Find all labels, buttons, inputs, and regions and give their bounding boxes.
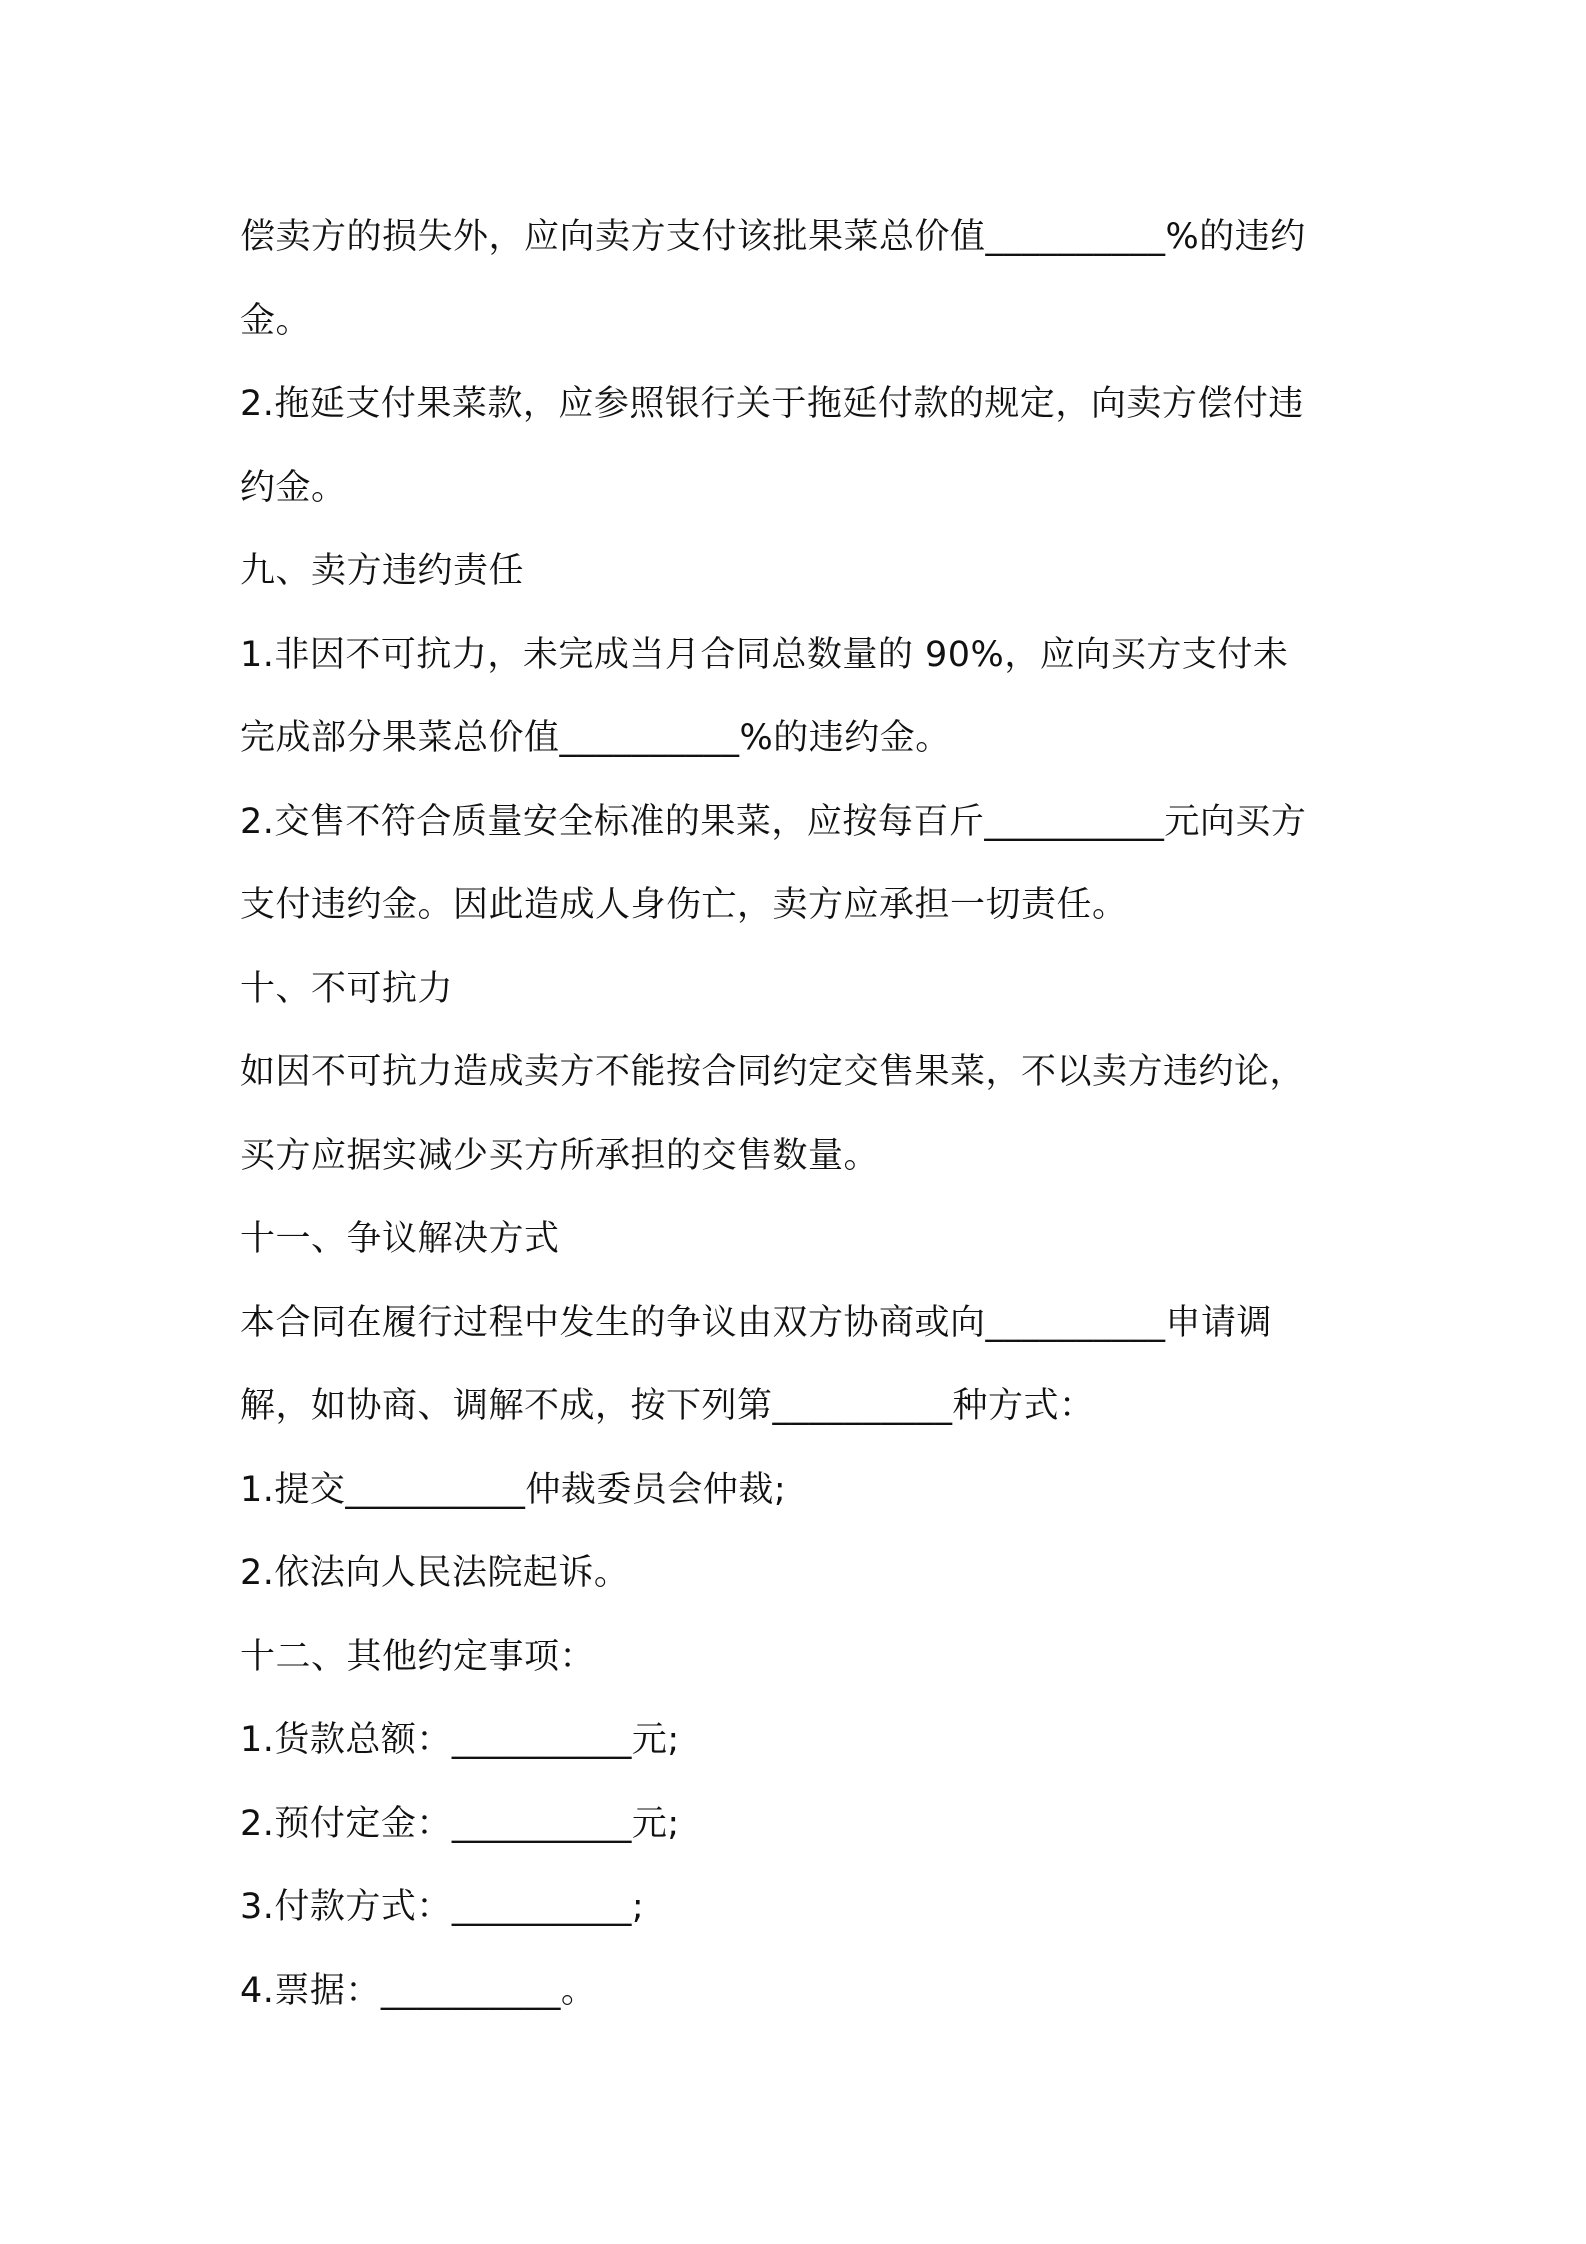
text-line: 2.依法向人民法院起诉。 xyxy=(240,1553,630,1593)
text-line: 约金。 xyxy=(240,467,347,508)
text-line: 4.票据：__________。 xyxy=(240,1970,597,2011)
text-line: 偿卖方的损失外，应向卖方支付该批果菜总价值__________%的违约 xyxy=(240,217,1306,257)
text-line: 金。 xyxy=(240,300,312,341)
text-line: 解，如协商、调解不成，按下列第__________种方式： xyxy=(240,1386,1095,1426)
section-heading: 十二、其他约定事项： xyxy=(240,1636,596,1677)
text-line: 本合同在履行过程中发生的争议由双方协商或向__________申请调 xyxy=(240,1302,1273,1343)
text-line: 支付违约金。因此造成人身伤亡，卖方应承担一切责任。 xyxy=(240,885,1128,925)
text-line: 买方应据实减少买方所承担的交售数量。 xyxy=(240,1135,880,1176)
contract-body xyxy=(240,196,1360,2033)
text-line: 2.交售不符合质量安全标准的果菜，应按每百斤__________元向买方 xyxy=(240,801,1307,842)
text-line: 完成部分果菜总价值__________%的违约金。 xyxy=(240,718,951,758)
text-line: 2.预付定金：__________元; xyxy=(240,1803,680,1844)
text-line: 1.非因不可抗力，未完成当月合同总数量的 90%，应向买方支付未 xyxy=(240,634,1289,675)
text-line: 1.提交__________仲裁委员会仲裁; xyxy=(240,1469,787,1510)
text-line: 2.拖延支付果菜款，应参照银行关于拖延付款的规定，向卖方偿付违 xyxy=(240,384,1304,424)
section-heading: 九、卖方违约责任 xyxy=(240,551,525,591)
section-heading: 十、不可抗力 xyxy=(240,968,454,1009)
text-line: 1.货款总额：__________元; xyxy=(240,1720,680,1760)
text-line: 3.付款方式：__________; xyxy=(240,1887,645,1927)
section-heading: 十一、争议解决方式 xyxy=(240,1219,560,1259)
text-line: 如因不可抗力造成卖方不能按合同约定交售果菜，不以卖方违约论， xyxy=(240,1052,1306,1092)
